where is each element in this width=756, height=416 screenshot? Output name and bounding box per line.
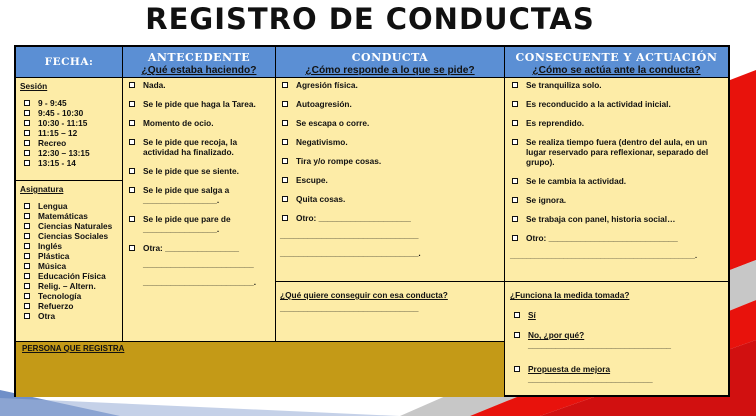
- sesion-option[interactable]: 9 - 9:45: [20, 98, 120, 108]
- sesion-option[interactable]: 11:15 – 12: [20, 128, 120, 138]
- conducta-option[interactable]: Quita cosas.: [278, 194, 502, 204]
- medida-si-option[interactable]: [510, 310, 726, 320]
- medida-section: [510, 290, 726, 384]
- medida-no-line[interactable]: _______________________________: [528, 340, 672, 350]
- consecuente-option[interactable]: Es reprendido.: [508, 118, 726, 128]
- conducta-goal-section: [280, 290, 502, 313]
- conducta-option[interactable]: Tira y/o rompe cosas.: [278, 156, 502, 166]
- antecedente-list: [125, 80, 271, 253]
- sesion-option[interactable]: 13:15 - 14: [20, 158, 120, 168]
- header-conducta: [276, 47, 505, 77]
- conduct-record-form: [14, 45, 730, 397]
- medida-no-option[interactable]: [510, 330, 726, 340]
- asignatura-option[interactable]: Ciencias Naturales: [20, 221, 120, 231]
- asignatura-option[interactable]: Inglés: [20, 241, 120, 251]
- conducta-option[interactable]: Escupe.: [278, 175, 502, 185]
- medida-list: [510, 310, 726, 340]
- header-fecha: [16, 47, 123, 77]
- header-fecha-label: FECHA:: [44, 56, 94, 68]
- consecuente-list: [508, 80, 726, 243]
- sesion-list: [20, 98, 120, 168]
- medida-propuesta-label: Propuesta de mejora: [528, 364, 611, 374]
- persona-registra-label: PERSONA QUE REGISTRA: [22, 344, 125, 353]
- header-conducta-label: CONDUCTA: [351, 51, 429, 64]
- divider: [16, 180, 122, 181]
- header-antecedente-label: ANTECEDENTE: [147, 51, 251, 64]
- asignatura-option[interactable]: Tecnología: [20, 291, 120, 301]
- asignatura-option[interactable]: Educación Física: [20, 271, 120, 281]
- asignatura-option[interactable]: Matemáticas: [20, 211, 120, 221]
- asignatura-option[interactable]: Refuerzo: [20, 301, 120, 311]
- conducta-option[interactable]: Negativismo.: [278, 137, 502, 147]
- consecuente-option[interactable]: Se trabaja con panel, historia social…: [508, 214, 726, 224]
- header-antecedente-question: ¿Qué estaba haciendo?: [141, 65, 257, 76]
- sesion-option[interactable]: 10:30 - 11:15: [20, 118, 120, 128]
- conducta-option[interactable]: Otro: ____________________: [278, 213, 502, 223]
- antecedente-line[interactable]: ________________________.: [143, 277, 257, 287]
- medida-si-label: Sí: [528, 310, 536, 320]
- consecuente-option[interactable]: Es reconducido a la actividad inicial.: [508, 99, 726, 109]
- asignatura-section: [20, 184, 120, 321]
- asignatura-list: [20, 201, 120, 321]
- divider: [122, 77, 123, 341]
- antecedente-option[interactable]: Se le pide que haga la Tarea.: [125, 99, 271, 109]
- header-consecuente-label: CONSECUENTE Y ACTUACIÓN: [515, 51, 718, 64]
- asignatura-option[interactable]: Ciencias Sociales: [20, 231, 120, 241]
- medida-propuesta-option[interactable]: [510, 364, 726, 374]
- asignatura-option[interactable]: Música: [20, 261, 120, 271]
- antecedente-option[interactable]: Otra: ________________: [125, 243, 271, 253]
- conducta-goal-question: ¿Qué quiere conseguir con esa conducta?: [280, 290, 448, 300]
- conducta-option[interactable]: Se escapa o corre.: [278, 118, 502, 128]
- asignatura-option[interactable]: Lengua: [20, 201, 120, 211]
- conducta-option[interactable]: Autoagresión.: [278, 99, 502, 109]
- asignatura-option[interactable]: Relig. – Altern.: [20, 281, 120, 291]
- conducta-goal-line[interactable]: ______________________________: [280, 303, 419, 313]
- conducta-line[interactable]: ______________________________.: [280, 248, 421, 258]
- medida-propuesta-list: [510, 364, 726, 374]
- consecuente-line[interactable]: _____________________________________________.: [510, 251, 698, 260]
- asignatura-option[interactable]: Otra: [20, 311, 120, 321]
- antecedente-line[interactable]: ________________________: [143, 259, 254, 269]
- divider: [275, 77, 276, 341]
- header-antecedente: [123, 47, 276, 77]
- asignatura-title: Asignatura: [20, 184, 64, 194]
- consecuente-option[interactable]: Se realiza tiempo fuera (dentro del aula, en un lugar reservado para reflexionar, separado del grupo).: [508, 137, 726, 167]
- consecuente-option[interactable]: Se tranquiliza solo.: [508, 80, 726, 90]
- consecuente-option[interactable]: Se le cambia la actividad.: [508, 176, 726, 186]
- antecedente-column: [125, 80, 271, 287]
- sesion-option[interactable]: 12:30 – 13:15: [20, 148, 120, 158]
- sesion-title: Sesión: [20, 81, 48, 91]
- conducta-option[interactable]: Agresión física.: [278, 80, 502, 90]
- sesion-option[interactable]: Recreo: [20, 138, 120, 148]
- fecha-column: [20, 81, 120, 168]
- persona-registra-box[interactable]: [16, 341, 504, 397]
- header-consecuente-question: ¿Cómo se actúa ante la conducta?: [532, 65, 701, 76]
- antecedente-option[interactable]: Se le pide que recoja, la actividad ha finalizado.: [125, 137, 271, 157]
- medida-propuesta-line[interactable]: ___________________________: [528, 374, 653, 384]
- divider: [504, 281, 728, 282]
- consecuente-option[interactable]: Otro: ____________________________: [508, 233, 726, 243]
- medida-no-label: No, ¿por qué?: [528, 330, 585, 340]
- conducta-line[interactable]: ______________________________: [280, 230, 419, 240]
- header-consecuente: [505, 47, 728, 77]
- sesion-option[interactable]: 9:45 - 10:30: [20, 108, 120, 118]
- consecuente-column: [508, 80, 726, 261]
- asignatura-option[interactable]: Plástica: [20, 251, 120, 261]
- antecedente-option[interactable]: Nada.: [125, 80, 271, 90]
- conducta-column: [278, 80, 502, 258]
- consecuente-option[interactable]: Se ignora.: [508, 195, 726, 205]
- divider: [275, 281, 505, 282]
- header-conducta-question: ¿Cómo responde a lo que se pide?: [305, 65, 475, 76]
- medida-question: ¿Funciona la medida tomada?: [510, 290, 630, 300]
- antecedente-option[interactable]: Se le pide que salga a ________________.: [125, 185, 271, 205]
- antecedente-option[interactable]: Momento de ocio.: [125, 118, 271, 128]
- antecedente-option[interactable]: Se le pide que se siente.: [125, 166, 271, 176]
- conducta-list: [278, 80, 502, 223]
- antecedente-option[interactable]: Se le pide que pare de ________________.: [125, 214, 271, 234]
- page-title: REGISTRO DE CONDUCTAS: [145, 2, 595, 36]
- divider: [504, 77, 505, 395]
